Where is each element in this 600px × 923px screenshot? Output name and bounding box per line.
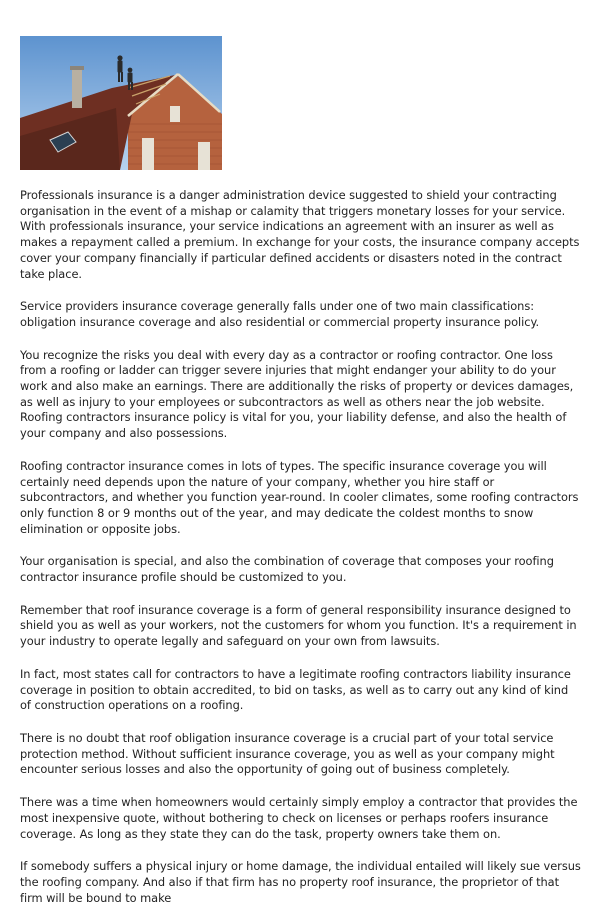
article-body [20, 188, 582, 923]
paragraph: Remember that roof insurance coverage is a form of general responsibility insurance designed to shield you as well as your workers, not the customers for whom you function. It's a requirement in your industry to operate legally and safeguard on your own from lawsuits. [20, 602, 577, 649]
paragraph: Professionals insurance is a danger administration device suggested to shield your contracting organisation in the event of a mishap or calamity that triggers monetary losses for your service. With professionals insurance, your service indications an agreement with an insurer as well as makes a repayment called a premium. In exchange for your costs, the insurance company accepts cover your company financially if particular defined accidents or disasters noted in the contract take place. [20, 188, 580, 281]
paragraph: Service providers insurance coverage generally falls under one of two main classifications: obligation insurance coverage and also residential or commercial property insurance policy. [20, 299, 540, 329]
paragraph: You recognize the risks you deal with every day as a contractor or roofing contractor. One loss from a roofing or ladder can trigger severe injuries that might endanger your ability to do your work and also make an earnings. There are additionally the risks of property or devices damages, as well as injury to your employees or subcontractors as well as others near the job website. Roofing contractors insurance policy is vital for you, your liability defense, and also the health of your company and also possessions. [20, 347, 574, 441]
paragraph: If somebody suffers a physical injury or home damage, the individual entailed will likely sue versus the roofing company. And also if that firm has no property roof insurance, the proprietor of that firm will be bound to make [20, 859, 581, 905]
paragraph: In fact, most states call for contractors to have a legitimate roofing contractors liability insurance coverage in position to obtain accredited, to bid on tasks, as well as to carry out any kind of kind of construction operations on a roofing. [20, 666, 571, 713]
hero-photo [20, 36, 222, 170]
paragraph: There is no doubt that roof obligation insurance coverage is a crucial part of your total service protection method. Without sufficient insurance coverage, you as well as your company might encounter serious losses and also the opportunity of going out of business completely. [20, 730, 555, 777]
paragraph: There was a time when homeowners would certainly simply employ a contractor that provides the most inexpensive quote, without bothering to check on licenses or perhaps roofers insurance coverage. As long as they state they can do the task, property owners take them on. [20, 795, 578, 841]
paragraph: Roofing contractor insurance comes in lots of types. The specific insurance coverage you will certainly need depends upon the nature of your company, whether you hire staff or subcontractors, and whether you function year-round. In cooler climates, some roofing contractors only function 8 or 9 months out of the year, and may dedicate the coldest months to snow elimination or opposite jobs. [20, 458, 579, 536]
paragraph: Your organisation is special, and also the combination of coverage that composes your roofing contractor insurance profile should be customized to you. [20, 554, 554, 585]
